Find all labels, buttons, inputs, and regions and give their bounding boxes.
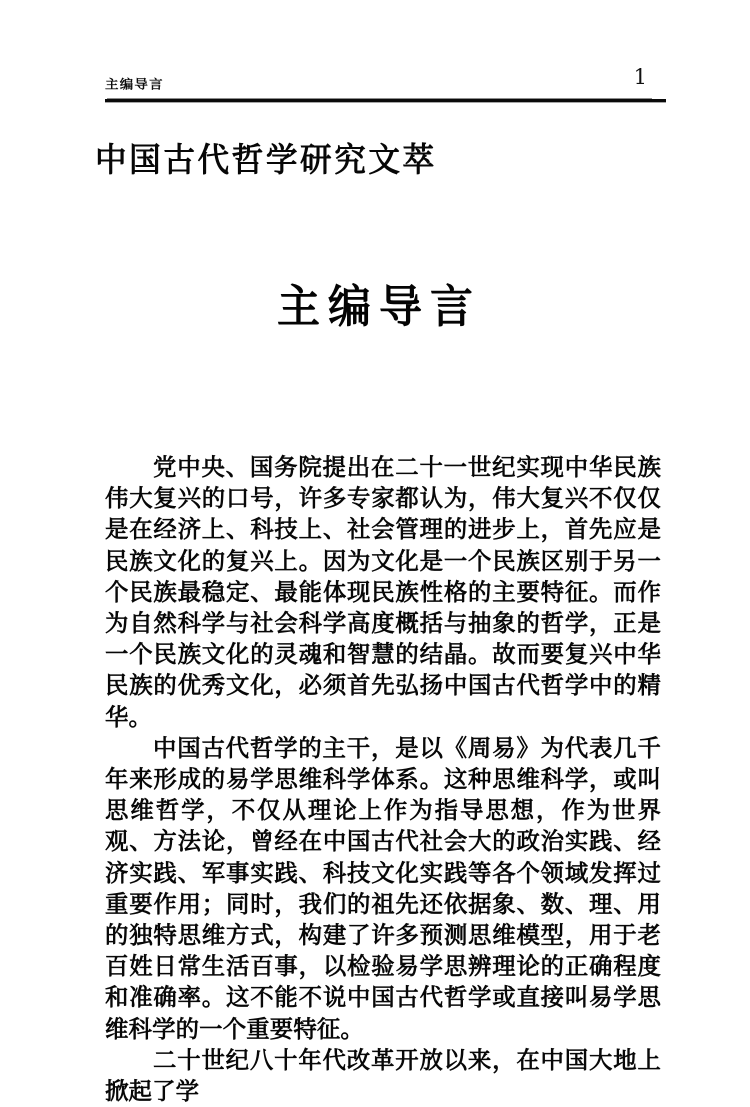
book-title: 中国古代哲学研究文萃 — [95, 141, 437, 180]
paragraph: 二十世纪八十年代改革开放以来，在中国大地上掀起了学 — [105, 1045, 661, 1106]
paragraph: 中国古代哲学的主干，是以《周易》为代表几千年来形成的易学思维科学体系。这种思维科学，或叫思维哲学，不仅从理论上作为指导思想，作为世界观、方法论，曾经在中国古代社会大的政治实践、经济实践、军事实践、科技文化实践等各个领域发挥过重要作用；同时，我们的祖先还依据象、数、理、用的独特思维方式，构建了许多预测思维模型，用于老百姓日常生活百事，以检验易学思辨理论的正确程度和准确率。这不能不说中国古代哲学或直接叫易学思维科学的一个重要特征。 — [105, 733, 661, 1043]
running-header-title: 主编导言 — [105, 77, 164, 92]
page-number: 1 — [633, 65, 647, 89]
paragraph: 党中央、国务院提出在二十一世纪实现中华民族伟大复兴的口号，许多专家都认为，伟大复兴不仅仅是在经济上、科技上、社会管理的进步上，首先应是民族文化的复兴上。因为文化是一个民族区别于另一个民族最稳定、最能体现民族性格的主要特征。而作为自然科学与社会科学高度概括与抽象的哲学，正是一个民族文化的灵魂和智慧的结晶。故而要复兴中华民族的优秀文化，必须首先弘扬中国古代哲学中的精华。 — [105, 453, 661, 731]
header-divider-rule — [105, 99, 666, 102]
body-text — [105, 452, 661, 1107]
section-title: 主编导言 — [277, 280, 481, 334]
